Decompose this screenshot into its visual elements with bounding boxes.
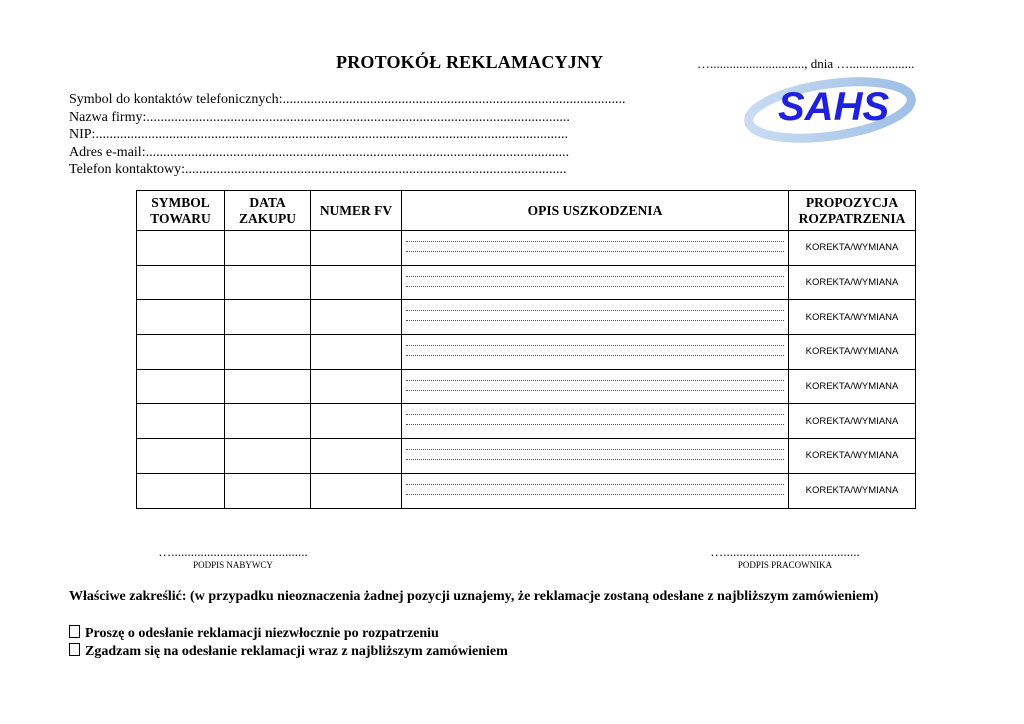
col-header-resolution-proposal: PROPOZYCJA ROZPATRZENIA — [789, 191, 916, 231]
email-field[interactable]: Adres e-mail:......................................................................................................................... — [69, 144, 570, 160]
purchase-date-cell[interactable] — [225, 231, 311, 266]
checkbox-icon[interactable] — [69, 643, 80, 656]
damage-description-cell[interactable] — [402, 335, 789, 370]
damage-description-cell[interactable] — [402, 473, 789, 508]
col-header-damage-description: OPIS USZKODZENIA — [402, 191, 789, 231]
buyer-signature — [148, 544, 318, 570]
option-label: Zgadzam się na odesłanie reklamacji wraz z najbliższym zamówieniem — [85, 644, 508, 659]
purchase-date-cell[interactable] — [225, 300, 311, 335]
resolution-proposal-cell[interactable]: KOREKTA/WYMIANA — [789, 231, 916, 266]
resolution-proposal-cell[interactable]: KOREKTA/WYMIANA — [789, 439, 916, 474]
option-send-immediately[interactable] — [69, 625, 508, 643]
damage-description-cell[interactable] — [402, 369, 789, 404]
damage-description-cell[interactable] — [402, 439, 789, 474]
logo-text: SAHS — [778, 85, 890, 129]
buyer-signature-line[interactable]: ….......................................... — [158, 544, 308, 559]
product-symbol-cell[interactable] — [137, 231, 225, 266]
col-header-purchase-date: DATA ZAKUPU — [225, 191, 311, 231]
invoice-number-cell[interactable] — [311, 231, 402, 266]
checkbox-icon[interactable] — [69, 625, 80, 638]
table-row — [137, 265, 916, 300]
damage-description-cell[interactable] — [402, 300, 789, 335]
contact-phone-field[interactable]: Telefon kontaktowy:............................................................................................................. — [69, 162, 567, 177]
product-symbol-cell[interactable] — [137, 404, 225, 439]
purchase-date-cell[interactable] — [225, 369, 311, 404]
resolution-proposal-cell[interactable]: KOREKTA/WYMIANA — [789, 265, 916, 300]
purchase-date-cell[interactable] — [225, 335, 311, 370]
table-header-row — [137, 191, 916, 231]
purchase-date-cell[interactable] — [225, 473, 311, 508]
place-date-field[interactable]: …............................., dnia ….................... — [697, 56, 915, 71]
damage-description-cell[interactable] — [402, 231, 789, 266]
resolution-proposal-cell[interactable]: KOREKTA/WYMIANA — [789, 369, 916, 404]
table-row — [137, 335, 916, 370]
purchase-date-cell[interactable] — [225, 439, 311, 474]
col-header-product-symbol: SYMBOL TOWARU — [137, 191, 225, 231]
table-row — [137, 231, 916, 266]
purchase-date-cell[interactable] — [225, 265, 311, 300]
invoice-number-cell[interactable] — [311, 335, 402, 370]
table-row — [137, 369, 916, 404]
resolution-proposal-cell[interactable]: KOREKTA/WYMIANA — [789, 404, 916, 439]
invoice-number-cell[interactable] — [311, 369, 402, 404]
resolution-proposal-cell[interactable]: KOREKTA/WYMIANA — [789, 335, 916, 370]
damage-description-cell[interactable] — [402, 404, 789, 439]
invoice-number-cell[interactable] — [311, 265, 402, 300]
buyer-signature-caption: PODPIS NABYWCY — [193, 560, 273, 570]
purchase-date-cell[interactable] — [225, 404, 311, 439]
phone-symbol-field[interactable]: Symbol do kontaktów telefonicznych:.................................................................................................. — [69, 92, 626, 107]
employee-signature-line[interactable]: ….......................................... — [710, 544, 860, 559]
product-symbol-cell[interactable] — [137, 300, 225, 335]
employee-signature-caption: PODPIS PRACOWNIKA — [737, 560, 833, 570]
company-name-field[interactable]: Nazwa firmy:......................................................................................................................... — [69, 109, 570, 125]
invoice-number-cell[interactable] — [311, 439, 402, 474]
option-label: Proszę o odesłanie reklamacji niezwłocznie po rozpatrzeniu — [85, 626, 439, 641]
options-list — [69, 625, 508, 661]
table-row — [137, 404, 916, 439]
table-row — [137, 439, 916, 474]
invoice-number-cell[interactable] — [311, 300, 402, 335]
table-row — [137, 300, 916, 335]
product-symbol-cell[interactable] — [137, 439, 225, 474]
nip-field[interactable]: NIP:....................................................................................................................................... — [69, 127, 568, 142]
claims-table — [136, 190, 916, 509]
contact-fields — [69, 91, 669, 179]
page-title: PROTOKÓŁ REKLAMACYJNY — [336, 52, 604, 72]
product-symbol-cell[interactable] — [137, 265, 225, 300]
employee-signature — [700, 544, 870, 570]
invoice-number-cell[interactable] — [311, 404, 402, 439]
resolution-proposal-cell[interactable]: KOREKTA/WYMIANA — [789, 473, 916, 508]
damage-description-cell[interactable] — [402, 265, 789, 300]
resolution-proposal-cell[interactable]: KOREKTA/WYMIANA — [789, 300, 916, 335]
option-send-with-next-order[interactable] — [69, 643, 508, 661]
product-symbol-cell[interactable] — [137, 369, 225, 404]
product-symbol-cell[interactable] — [137, 473, 225, 508]
sahs-logo — [738, 70, 950, 152]
invoice-number-cell[interactable] — [311, 473, 402, 508]
table-row — [137, 473, 916, 508]
col-header-invoice-number: NUMER FV — [311, 191, 402, 231]
product-symbol-cell[interactable] — [137, 335, 225, 370]
instruction-note: Właściwe zakreślić: (w przypadku nieoznaczenia żadnej pozycji uznajemy, że reklamacje zostaną odesłane z najbliższym zamówieniem) — [69, 589, 879, 604]
